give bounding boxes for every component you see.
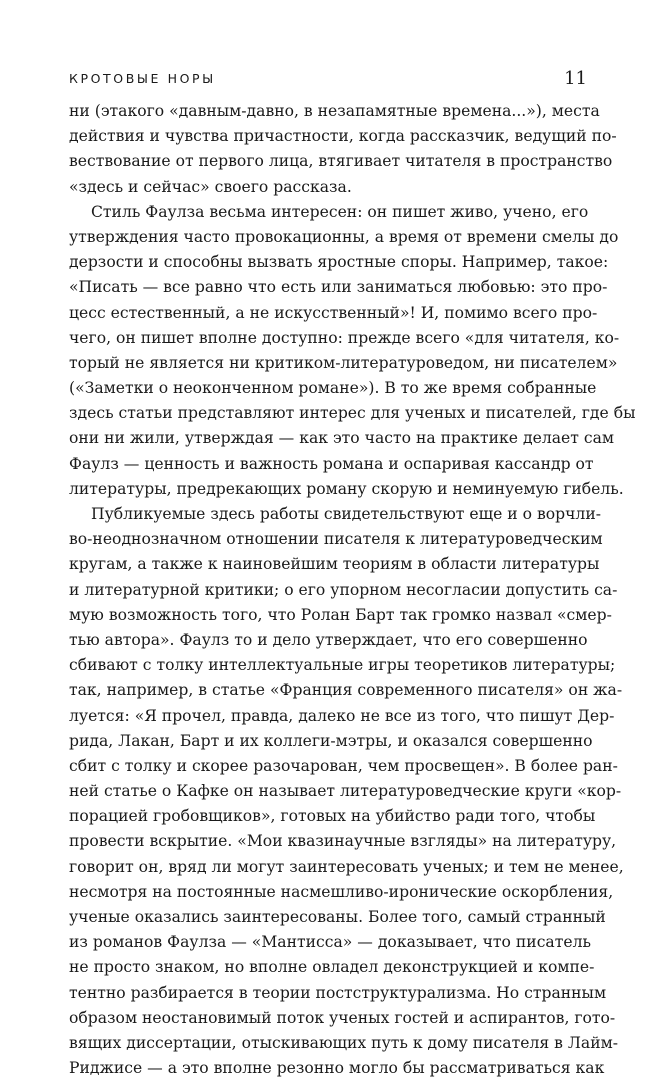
text-line: мую возможность того, что Ролан Барт так громко назвал «смер- [69,605,612,624]
text-line: здесь статьи представляют интерес для ученых и писателей, где бы [69,404,636,423]
text-line: так, например, в статье «Франция современного писателя» он жа- [69,681,623,700]
text-line: («Заметки о неоконченном романе»). В то же время собранные [69,379,597,398]
text-line: говорит он, вряд ли могут заинтересовать ученых; и тем не менее, [69,857,624,876]
text-line: образом неостановимый поток ученых гостей и аспирантов, гото- [69,1008,616,1027]
text-line: они ни жили, утверждая — как это часто на практике делает сам [69,429,614,448]
text-line: тентно разбирается в теории постструктурализма. Но странным [69,983,607,1002]
text-line: и литературной критики; о его упорном несогласии допустить са- [69,580,618,599]
running-title: КРОТОВЫЕ НОРЫ [69,71,216,86]
text-line: ни (этакого «давным-давно, в незапамятные времена...»), места [69,102,600,120]
text-line: во-неоднозначном отношении писателя к литературоведческим [69,530,603,549]
text-line: вествование от первого лица, втягивает читателя в пространство [69,152,613,171]
page-number: 11 [564,68,587,89]
text-line: цесс естественный, а не искусственный»! И, помимо всего про- [69,303,598,322]
body-text [69,99,636,1081]
text-line: несмотря на постоянные насмешливо-иронические оскорбления, [69,882,614,901]
text-line: порацией гробовщиков», готовых на убийство ради того, чтобы [69,807,596,826]
text-line: рида, Лакан, Барт и их коллеги-мэтры, и оказался совершенно [69,731,593,750]
text-line: торый не является ни критиком-литературоведом, ни писателем» [69,353,618,372]
text-line: ней статье о Кафке он называет литературоведческие круги «кор- [69,782,622,801]
text-line: ученые оказались заинтересованы. Более того, самый странный [69,908,606,926]
text-line: сбивают с толку интеллектуальные игры теоретиков литературы; [69,656,616,675]
page-header [69,68,587,96]
text-line: Стиль Фаулза весьма интересен: он пишет живо, учено, его [91,202,589,221]
text-line: чего, он пишет вполне доступно: прежде всего «для читателя, ко- [69,328,620,347]
text-line: вящих диссертации, отыскивающих путь к дому писателя в Лайм- [69,1033,618,1052]
text-line: Публикуемые здесь работы свидетельствуют еще и о ворчли- [91,505,601,523]
text-line: утверждения часто провокационны, а время от времени смелы до [69,227,619,246]
text-line: Риджисе — а это вполне резонно могло бы рассматриваться как [69,1059,605,1078]
text-line: «здесь и сейчас» своего рассказа. [69,177,352,196]
text-line: провести вскрытие. «Мои квазинаучные взгляды» на литературу, [69,832,617,851]
text-line: Фаулз — ценность и важность романа и оспаривая кассандр от [69,454,594,473]
text-line: тью автора». Фаулз то и дело утверждает, что его совершенно [69,630,588,649]
text-line: не просто знаком, но вполне овладел деконструкцией и компе- [69,958,595,977]
text-line: луется: «Я прочел, правда, далеко не все из того, что пишут Дер- [69,706,615,725]
text-line: действия и чувства причастности, когда рассказчик, ведущий по- [69,127,617,146]
text-line: дерзости и способны вызвать яростные споры. Например, такое: [69,253,609,272]
text-line: «Писать — все равно что есть или заниматься любовью: это про- [69,278,608,297]
text-line: кругам, а также к наиновейшим теориям в области литературы [69,555,600,574]
text-line: литературы, предрекающих роману скорую и неминуемую гибель. [69,479,624,498]
text-line: из романов Фаулза — «Мантисса» — доказывает, что писатель [69,933,591,952]
text-line: сбит с толку и скорее разочарован, чем просвещен». В более ран- [69,756,618,775]
